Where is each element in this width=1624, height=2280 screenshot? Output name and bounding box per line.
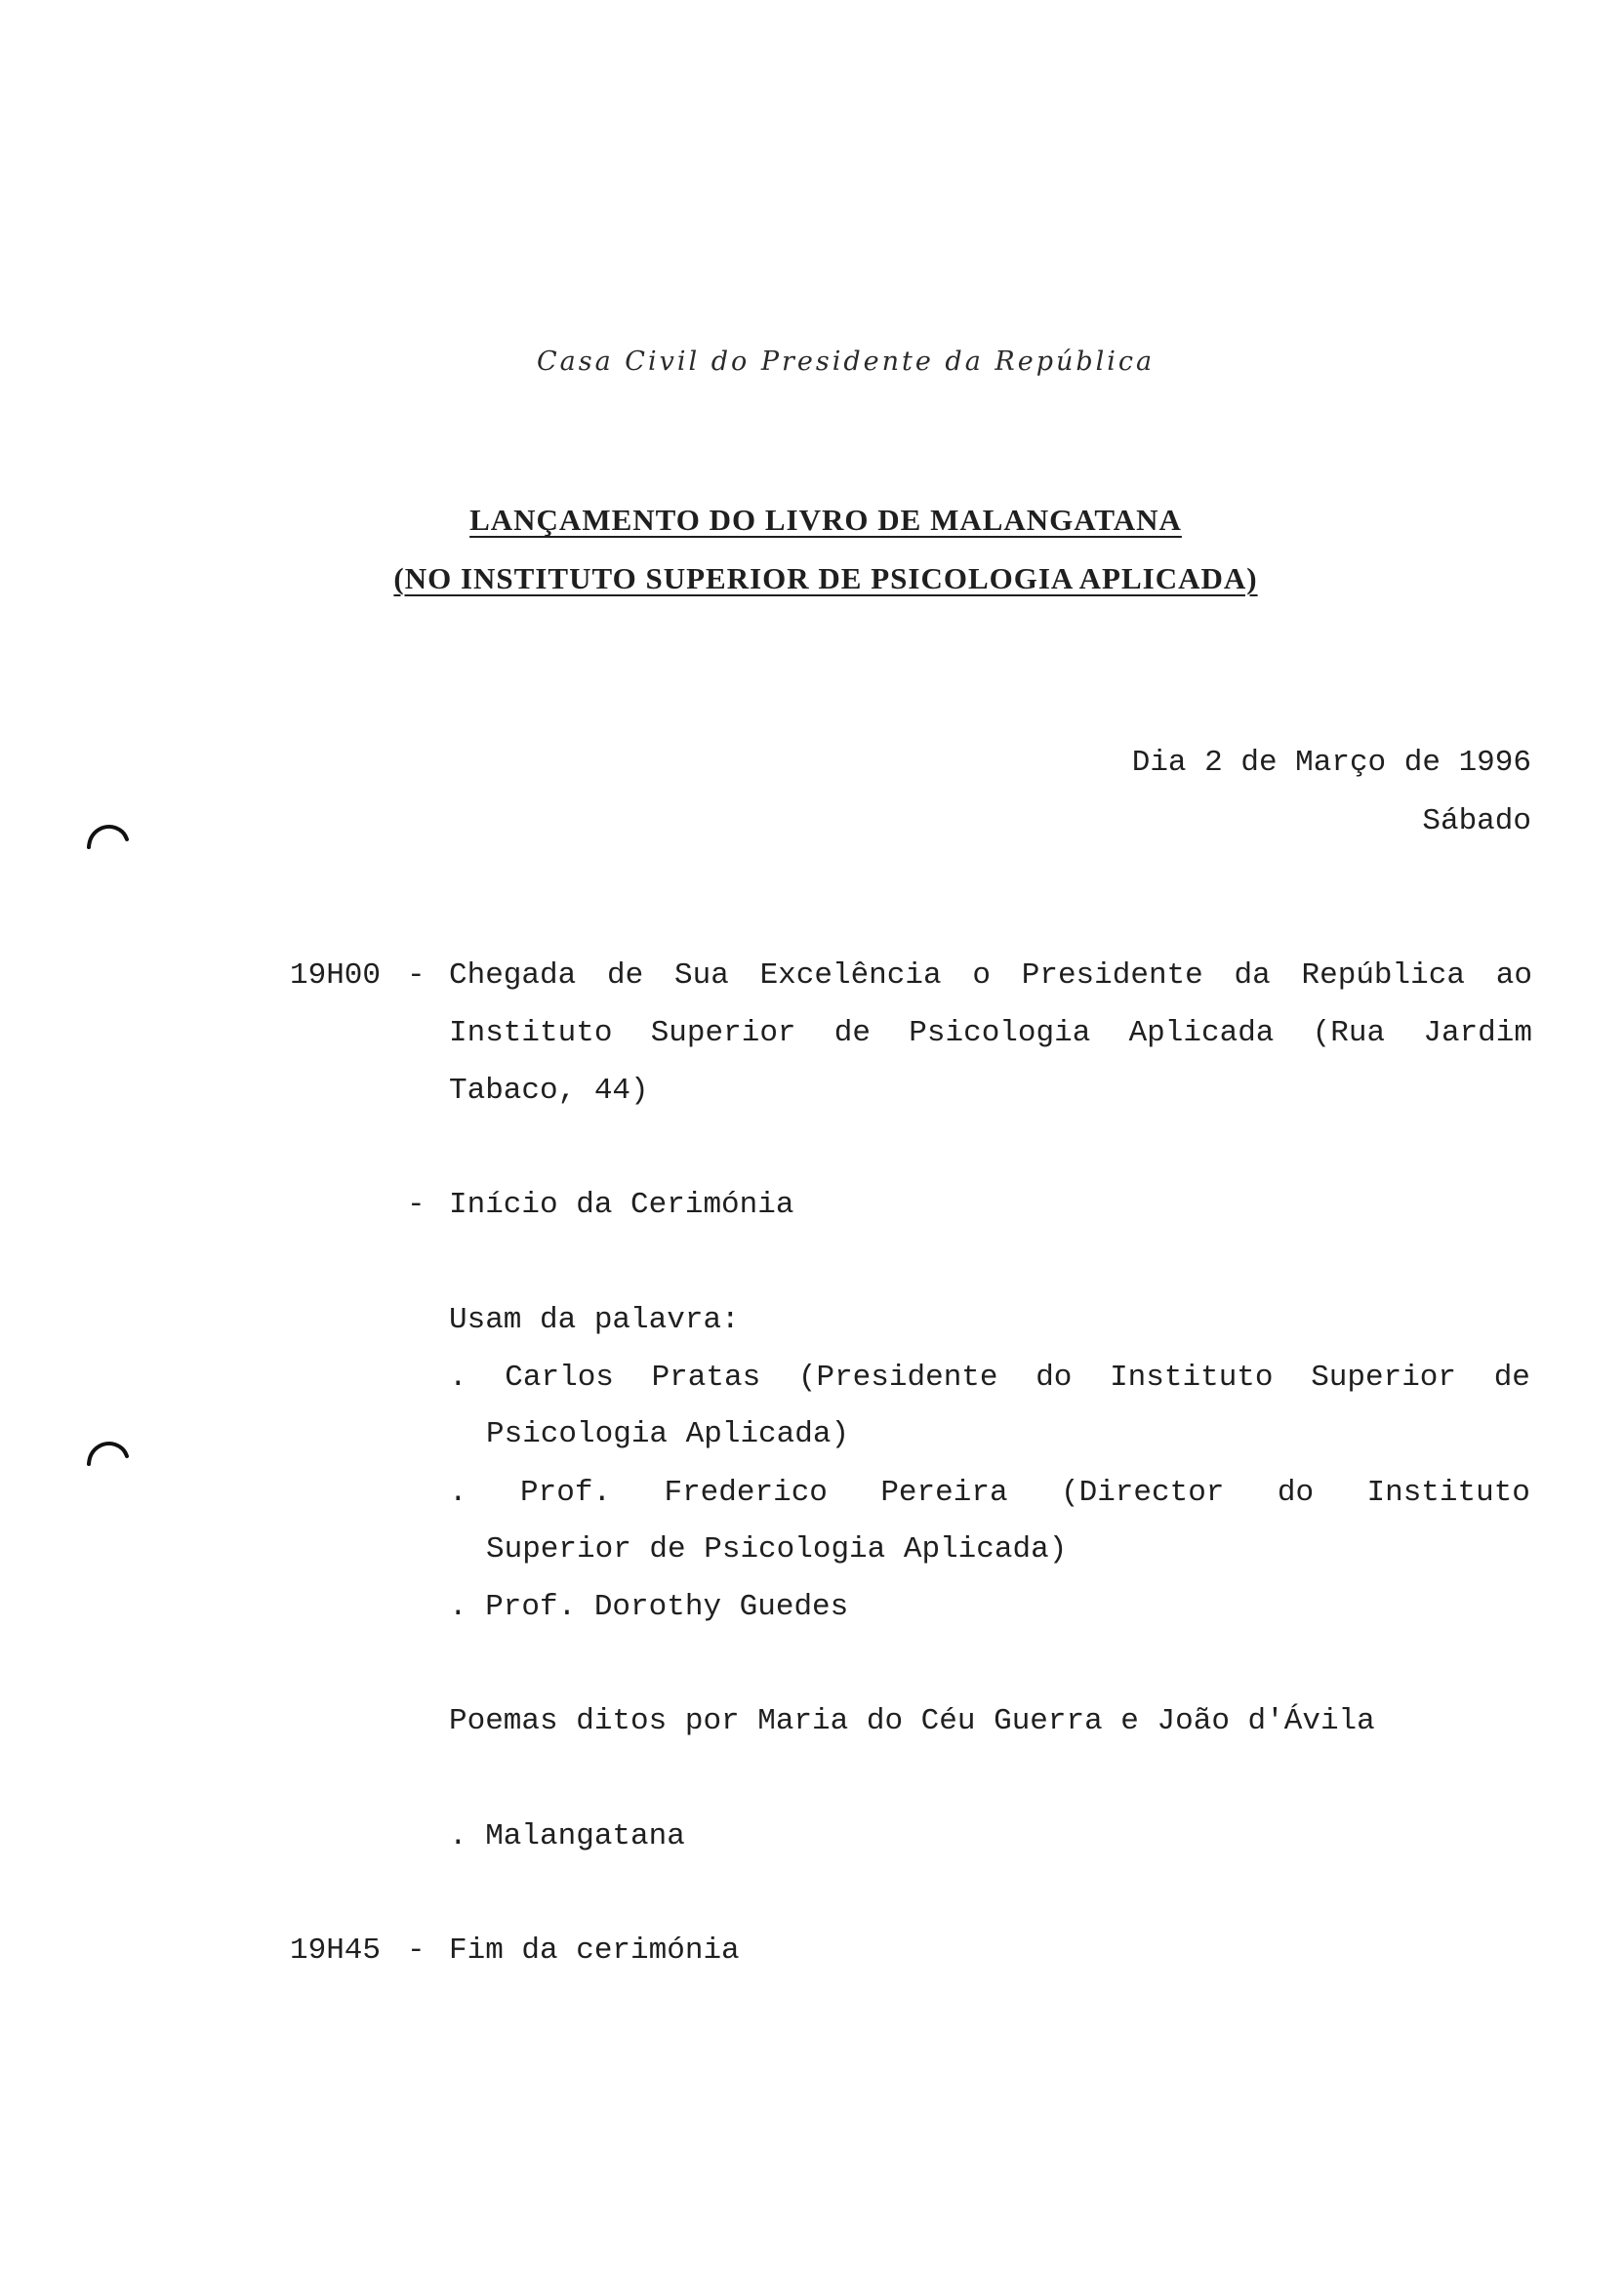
ceremony-start: Início da Cerimónia: [449, 1188, 794, 1222]
dash: -: [407, 1188, 426, 1222]
arrival-line-2: Instituto Superior de Psicologia Aplicada (Rua Jardim: [449, 1016, 1532, 1050]
date-line: Dia 2 de Março de 1996: [1131, 746, 1531, 780]
speaker-1-line-1: . Carlos Pratas (Presidente do Instituto Superior de: [449, 1361, 1530, 1395]
arrival-line-3: Tabaco, 44): [449, 1074, 649, 1108]
speaker-3: . Prof. Dorothy Guedes: [449, 1590, 849, 1624]
time-19h45: 19H45: [290, 1934, 382, 1968]
malangatana-line: . Malangatana: [449, 1819, 685, 1853]
letterhead: Casa Civil do Presidente da República: [537, 346, 1156, 377]
binder-hole-mark-icon: [86, 1437, 129, 1466]
dash: -: [407, 958, 426, 993]
speaker-1-line-2: Psicologia Aplicada): [486, 1417, 850, 1451]
arrival-line-1: Chegada de Sua Excelência o Presidente da República ao: [449, 958, 1532, 993]
date-block: [1132, 734, 1531, 851]
speaker-2-line-1: . Prof. Frederico Pereira (Director do Instituto: [449, 1476, 1530, 1510]
speakers-heading: Usam da palavra:: [449, 1303, 740, 1337]
speaker-2-line-2: Superior de Psicologia Aplicada): [486, 1532, 1068, 1567]
poems-line: Poemas ditos por Maria do Céu Guerra e João d'Ávila: [449, 1704, 1375, 1738]
dash: -: [407, 1934, 426, 1968]
title-line-1: LANÇAMENTO DO LIVRO DE MALANGATANA: [469, 503, 1182, 537]
weekday-line: Sábado: [1422, 804, 1531, 838]
title-line-2: (NO INSTITUTO SUPERIOR DE PSICOLOGIA APLICADA): [393, 561, 1258, 595]
ceremony-end: Fim da cerimónia: [449, 1934, 740, 1968]
binder-hole-mark-icon: [86, 820, 129, 849]
time-19h00: 19H00: [290, 958, 382, 993]
